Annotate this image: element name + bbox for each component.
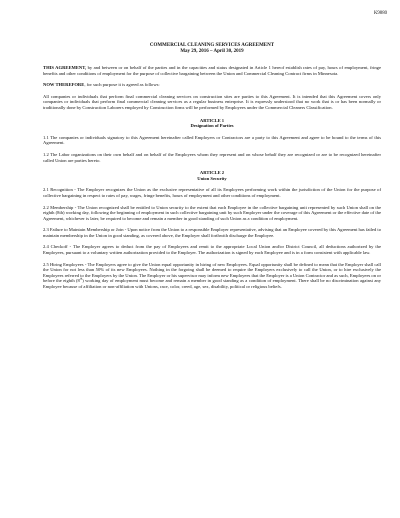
- therefore-text: , for such purpose it is agreed as follows:: [84, 82, 160, 88]
- article-1-subheading: Designation of Parties: [190, 123, 234, 129]
- section-2-5-text-b: ) working day of employment must become and remain a member in good standing as a condition of employment. There shall be no discrimination against any Employee because of affiliation or non-affiliation with Unions, race, color, creed, age, sex, disability, political or religious beliefs.: [43, 278, 381, 290]
- preamble-paragraph: All companies or individuals that perform final commercial cleaning services on construction sites are parties to this Agreement. It is intended that this Agreement covers only companies or individuals that perform final commercial cleaning services as a regular business enterprise. It is expressly understood that no work that is or has been normally or traditionally done by Construction Laborers employed by Construction firms will be performed by Employees under the Commercial Cleaners Classification.: [43, 93, 381, 110]
- section-2-1: 2.1 Recognition - The Employer recognizes the Union as the exclusive representative of all its Employees performing work within the jurisdiction of the Union for the purpose of collective bargaining in respect to rates of pay, wages, fringe benefits, hours of employment and other conditions of employment.: [43, 187, 381, 198]
- section-2-3: 2.3 Failure to Maintain Membership or Join - Upon notice from the Union to a responsible Employer representative, advising that an Employee covered by this Agreement has failed to maintain membership in the Union in good standing, as covered above, the Employer shall forthwith discharge the Employee.: [43, 227, 381, 238]
- section-2-5-text-a: 2.5 Hiring Employees - The Employers agree to give the Union equal opportunity in hiring of new Employees. Equal opportunity shall be defined to mean that the Employer shall call the Union for not less than 50% of its new Employees. Nothing in the forgoing shall be deemed to require the Employers exclusively to call the Union, or to hire exclusively the Employees referred to the Employers by the Union. The Employer or his supervisor may inform new Employees that the Employer is a Union Contractor and as such, Employees on or before the eighth (8: [43, 261, 381, 284]
- article-2-heading: ARTICLE 2: [199, 170, 225, 176]
- intro-paragraph: [43, 65, 381, 76]
- document-id: K9880: [373, 11, 387, 16]
- section-1-2: 1.2 The Labor organizations on their own behalf and on behalf of the Employees whom they represent and on whose behalf they are recognized or are to be recognized hereinafter called Union are parties hereto.: [43, 151, 381, 163]
- section-1-1: 1.1 The companies or individuals signatory to this Agreement hereinafter called Employers or Contractors are a party to this Agreement and agree to be bound to the terms of this Agreement.: [43, 134, 381, 146]
- therefore-paragraph: [43, 82, 381, 88]
- intro-text: by and between or on behalf of the parties and in the capacities and status designated in Article 1 hereof establish rates of pay, hours of employment, fringe benefits and other conditions of employment for the purpose of collective bargaining between the Union and Commercial Cleaning Contract firms in Minnesota.: [43, 65, 381, 76]
- section-2-5: [43, 262, 381, 290]
- document-dates: May 29, 2016 – April 30, 2019: [180, 49, 244, 54]
- article-2-subheading: Union Security: [197, 175, 227, 181]
- intro-lead: THIS AGREEMENT,: [43, 65, 87, 70]
- ordinal-superscript: th: [79, 276, 83, 281]
- document-title: COMMERCIAL CLEANING SERVICES AGREEMENT: [149, 43, 275, 48]
- article-1-heading: ARTICLE 1: [199, 117, 225, 123]
- section-2-4: 2.4 Checkoff - The Employer agrees to deduct from the pay of Employees and remit to the appropriate Local Union and/or District Council, all deductions authorized by the Employees, pursuant to a voluntary written authorization provided to the Employer. The authorization is signed by each Employee and is in a form consistent with applicable law.: [43, 244, 381, 256]
- section-2-2: 2.2 Membership - The Union recognized shall be entitled to Union security to the extent that each Employee in the collective bargaining unit represented by such Union shall on the eighth (8th) working day, following the beginning of employment in such collective bargaining unit by such Employer under the coverage of this Agreement or the effective date of the Agreement, whichever is later, be required to become and remain a member in good standing of such Union as a condition of employment.: [43, 204, 381, 221]
- therefore-lead: NOW THEREFORE: [43, 82, 85, 88]
